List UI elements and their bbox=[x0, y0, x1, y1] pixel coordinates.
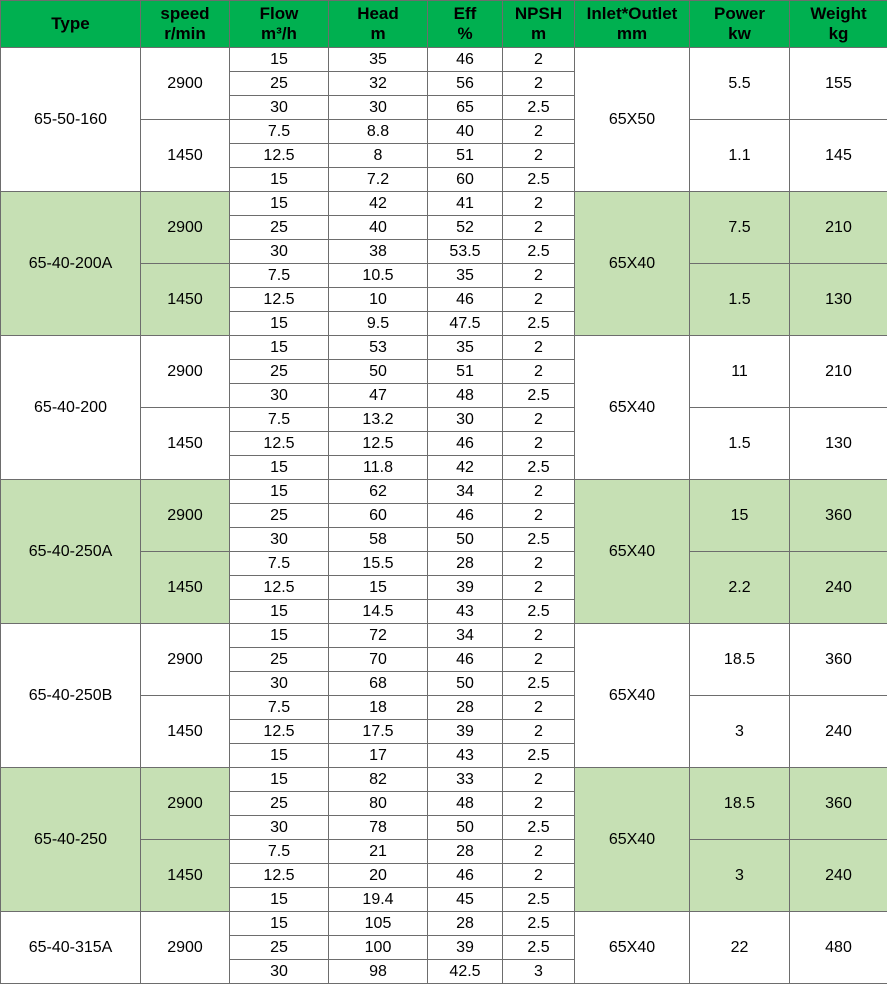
eff-cell: 46 bbox=[428, 648, 503, 672]
flow-cell: 30 bbox=[230, 528, 329, 552]
npsh-cell: 2 bbox=[503, 576, 575, 600]
header-row bbox=[1, 1, 887, 48]
weight-cell: 240 bbox=[790, 840, 887, 912]
npsh-cell: 2.5 bbox=[503, 456, 575, 480]
speed-cell: 1450 bbox=[141, 696, 230, 768]
weight-cell: 480 bbox=[790, 912, 887, 984]
model-type-cell: 65-40-250B bbox=[1, 624, 141, 768]
table-row bbox=[1, 912, 887, 936]
eff-cell: 60 bbox=[428, 168, 503, 192]
head-cell: 78 bbox=[329, 816, 428, 840]
weight-cell: 155 bbox=[790, 48, 887, 120]
speed-cell: 2900 bbox=[141, 624, 230, 696]
table-row bbox=[1, 624, 887, 648]
weight-cell: 240 bbox=[790, 552, 887, 624]
head-cell: 70 bbox=[329, 648, 428, 672]
table-row bbox=[1, 192, 887, 216]
weight-cell: 360 bbox=[790, 624, 887, 696]
power-cell: 2.2 bbox=[690, 552, 790, 624]
speed-cell: 1450 bbox=[141, 408, 230, 480]
speed-cell: 1450 bbox=[141, 840, 230, 912]
model-type-cell: 65-40-315A bbox=[1, 912, 141, 984]
weight-cell: 210 bbox=[790, 336, 887, 408]
flow-cell: 30 bbox=[230, 240, 329, 264]
eff-cell: 39 bbox=[428, 720, 503, 744]
header-weight: Weight kg bbox=[790, 1, 887, 48]
head-cell: 11.8 bbox=[329, 456, 428, 480]
head-cell: 17 bbox=[329, 744, 428, 768]
npsh-cell: 2 bbox=[503, 72, 575, 96]
inlet-outlet-cell: 65X40 bbox=[575, 768, 690, 912]
power-cell: 1.5 bbox=[690, 264, 790, 336]
power-cell: 1.5 bbox=[690, 408, 790, 480]
flow-cell: 25 bbox=[230, 72, 329, 96]
eff-cell: 40 bbox=[428, 120, 503, 144]
flow-cell: 15 bbox=[230, 912, 329, 936]
head-cell: 13.2 bbox=[329, 408, 428, 432]
flow-cell: 7.5 bbox=[230, 408, 329, 432]
flow-cell: 12.5 bbox=[230, 144, 329, 168]
flow-cell: 30 bbox=[230, 672, 329, 696]
npsh-cell: 2 bbox=[503, 840, 575, 864]
head-cell: 68 bbox=[329, 672, 428, 696]
npsh-cell: 2 bbox=[503, 432, 575, 456]
eff-cell: 34 bbox=[428, 624, 503, 648]
weight-cell: 240 bbox=[790, 696, 887, 768]
weight-cell: 130 bbox=[790, 264, 887, 336]
eff-cell: 51 bbox=[428, 360, 503, 384]
eff-cell: 48 bbox=[428, 792, 503, 816]
npsh-cell: 2 bbox=[503, 648, 575, 672]
model-type-cell: 65-40-200A bbox=[1, 192, 141, 336]
flow-cell: 25 bbox=[230, 216, 329, 240]
flow-cell: 15 bbox=[230, 336, 329, 360]
npsh-cell: 2 bbox=[503, 144, 575, 168]
flow-cell: 25 bbox=[230, 504, 329, 528]
head-cell: 72 bbox=[329, 624, 428, 648]
speed-cell: 1450 bbox=[141, 120, 230, 192]
head-cell: 60 bbox=[329, 504, 428, 528]
npsh-cell: 2.5 bbox=[503, 816, 575, 840]
npsh-cell: 2 bbox=[503, 504, 575, 528]
flow-cell: 12.5 bbox=[230, 576, 329, 600]
head-cell: 50 bbox=[329, 360, 428, 384]
flow-cell: 12.5 bbox=[230, 720, 329, 744]
eff-cell: 28 bbox=[428, 552, 503, 576]
npsh-cell: 2 bbox=[503, 720, 575, 744]
eff-cell: 50 bbox=[428, 672, 503, 696]
npsh-cell: 2.5 bbox=[503, 168, 575, 192]
weight-cell: 210 bbox=[790, 192, 887, 264]
head-cell: 62 bbox=[329, 480, 428, 504]
npsh-cell: 2 bbox=[503, 768, 575, 792]
npsh-cell: 3 bbox=[503, 960, 575, 984]
eff-cell: 43 bbox=[428, 744, 503, 768]
power-cell: 1.1 bbox=[690, 120, 790, 192]
head-cell: 10 bbox=[329, 288, 428, 312]
table-row bbox=[1, 480, 887, 504]
flow-cell: 7.5 bbox=[230, 840, 329, 864]
npsh-cell: 2 bbox=[503, 48, 575, 72]
power-cell: 3 bbox=[690, 840, 790, 912]
power-cell: 5.5 bbox=[690, 48, 790, 120]
eff-cell: 52 bbox=[428, 216, 503, 240]
header-eff: Eff % bbox=[428, 1, 503, 48]
head-cell: 9.5 bbox=[329, 312, 428, 336]
flow-cell: 25 bbox=[230, 648, 329, 672]
npsh-cell: 2.5 bbox=[503, 96, 575, 120]
eff-cell: 35 bbox=[428, 264, 503, 288]
head-cell: 14.5 bbox=[329, 600, 428, 624]
speed-cell: 2900 bbox=[141, 912, 230, 984]
inlet-outlet-cell: 65X40 bbox=[575, 912, 690, 984]
flow-cell: 15 bbox=[230, 192, 329, 216]
head-cell: 80 bbox=[329, 792, 428, 816]
table-row bbox=[1, 768, 887, 792]
flow-cell: 15 bbox=[230, 744, 329, 768]
npsh-cell: 2.5 bbox=[503, 888, 575, 912]
inlet-outlet-cell: 65X40 bbox=[575, 336, 690, 480]
speed-cell: 2900 bbox=[141, 48, 230, 120]
flow-cell: 15 bbox=[230, 624, 329, 648]
speed-cell: 1450 bbox=[141, 552, 230, 624]
eff-cell: 42.5 bbox=[428, 960, 503, 984]
inlet-outlet-cell: 65X50 bbox=[575, 48, 690, 192]
speed-cell: 2900 bbox=[141, 768, 230, 840]
header-power: Power kw bbox=[690, 1, 790, 48]
npsh-cell: 2 bbox=[503, 120, 575, 144]
eff-cell: 41 bbox=[428, 192, 503, 216]
npsh-cell: 2 bbox=[503, 408, 575, 432]
head-cell: 100 bbox=[329, 936, 428, 960]
eff-cell: 35 bbox=[428, 336, 503, 360]
inlet-outlet-cell: 65X40 bbox=[575, 480, 690, 624]
npsh-cell: 2 bbox=[503, 696, 575, 720]
weight-cell: 145 bbox=[790, 120, 887, 192]
flow-cell: 15 bbox=[230, 168, 329, 192]
head-cell: 18 bbox=[329, 696, 428, 720]
eff-cell: 51 bbox=[428, 144, 503, 168]
npsh-cell: 2 bbox=[503, 552, 575, 576]
eff-cell: 47.5 bbox=[428, 312, 503, 336]
power-cell: 18.5 bbox=[690, 624, 790, 696]
npsh-cell: 2 bbox=[503, 864, 575, 888]
head-cell: 21 bbox=[329, 840, 428, 864]
power-cell: 15 bbox=[690, 480, 790, 552]
inlet-outlet-cell: 65X40 bbox=[575, 192, 690, 336]
speed-cell: 1450 bbox=[141, 264, 230, 336]
eff-cell: 39 bbox=[428, 936, 503, 960]
power-cell: 7.5 bbox=[690, 192, 790, 264]
weight-cell: 360 bbox=[790, 480, 887, 552]
flow-cell: 25 bbox=[230, 936, 329, 960]
table-row bbox=[1, 336, 887, 360]
table-row bbox=[1, 48, 887, 72]
head-cell: 32 bbox=[329, 72, 428, 96]
eff-cell: 46 bbox=[428, 864, 503, 888]
eff-cell: 39 bbox=[428, 576, 503, 600]
speed-cell: 2900 bbox=[141, 192, 230, 264]
eff-cell: 53.5 bbox=[428, 240, 503, 264]
head-cell: 58 bbox=[329, 528, 428, 552]
npsh-cell: 2.5 bbox=[503, 312, 575, 336]
eff-cell: 46 bbox=[428, 432, 503, 456]
speed-cell: 2900 bbox=[141, 480, 230, 552]
head-cell: 40 bbox=[329, 216, 428, 240]
flow-cell: 30 bbox=[230, 960, 329, 984]
speed-cell: 2900 bbox=[141, 336, 230, 408]
head-cell: 12.5 bbox=[329, 432, 428, 456]
npsh-cell: 2.5 bbox=[503, 528, 575, 552]
eff-cell: 56 bbox=[428, 72, 503, 96]
eff-cell: 65 bbox=[428, 96, 503, 120]
npsh-cell: 2.5 bbox=[503, 240, 575, 264]
power-cell: 18.5 bbox=[690, 768, 790, 840]
header-speed: speed r/min bbox=[141, 1, 230, 48]
weight-cell: 360 bbox=[790, 768, 887, 840]
eff-cell: 42 bbox=[428, 456, 503, 480]
head-cell: 47 bbox=[329, 384, 428, 408]
eff-cell: 28 bbox=[428, 696, 503, 720]
flow-cell: 7.5 bbox=[230, 264, 329, 288]
flow-cell: 15 bbox=[230, 768, 329, 792]
flow-cell: 7.5 bbox=[230, 552, 329, 576]
flow-cell: 12.5 bbox=[230, 432, 329, 456]
flow-cell: 15 bbox=[230, 888, 329, 912]
flow-cell: 30 bbox=[230, 816, 329, 840]
flow-cell: 30 bbox=[230, 384, 329, 408]
npsh-cell: 2 bbox=[503, 792, 575, 816]
eff-cell: 30 bbox=[428, 408, 503, 432]
head-cell: 7.2 bbox=[329, 168, 428, 192]
head-cell: 8.8 bbox=[329, 120, 428, 144]
npsh-cell: 2 bbox=[503, 192, 575, 216]
eff-cell: 33 bbox=[428, 768, 503, 792]
head-cell: 15 bbox=[329, 576, 428, 600]
power-cell: 3 bbox=[690, 696, 790, 768]
power-cell: 11 bbox=[690, 336, 790, 408]
model-type-cell: 65-50-160 bbox=[1, 48, 141, 192]
head-cell: 30 bbox=[329, 96, 428, 120]
eff-cell: 46 bbox=[428, 504, 503, 528]
flow-cell: 15 bbox=[230, 600, 329, 624]
head-cell: 17.5 bbox=[329, 720, 428, 744]
eff-cell: 34 bbox=[428, 480, 503, 504]
npsh-cell: 2.5 bbox=[503, 744, 575, 768]
eff-cell: 43 bbox=[428, 600, 503, 624]
npsh-cell: 2.5 bbox=[503, 672, 575, 696]
power-cell: 22 bbox=[690, 912, 790, 984]
header-npsh: NPSH m bbox=[503, 1, 575, 48]
npsh-cell: 2 bbox=[503, 624, 575, 648]
flow-cell: 25 bbox=[230, 792, 329, 816]
flow-cell: 15 bbox=[230, 48, 329, 72]
eff-cell: 50 bbox=[428, 528, 503, 552]
head-cell: 10.5 bbox=[329, 264, 428, 288]
eff-cell: 50 bbox=[428, 816, 503, 840]
npsh-cell: 2 bbox=[503, 480, 575, 504]
flow-cell: 12.5 bbox=[230, 288, 329, 312]
eff-cell: 28 bbox=[428, 840, 503, 864]
head-cell: 53 bbox=[329, 336, 428, 360]
head-cell: 42 bbox=[329, 192, 428, 216]
model-type-cell: 65-40-250A bbox=[1, 480, 141, 624]
eff-cell: 45 bbox=[428, 888, 503, 912]
header-head: Head m bbox=[329, 1, 428, 48]
model-type-cell: 65-40-250 bbox=[1, 768, 141, 912]
inlet-outlet-cell: 65X40 bbox=[575, 624, 690, 768]
flow-cell: 30 bbox=[230, 96, 329, 120]
head-cell: 15.5 bbox=[329, 552, 428, 576]
header-inlet-outlet: Inlet*Outlet mm bbox=[575, 1, 690, 48]
head-cell: 82 bbox=[329, 768, 428, 792]
head-cell: 38 bbox=[329, 240, 428, 264]
eff-cell: 46 bbox=[428, 288, 503, 312]
eff-cell: 48 bbox=[428, 384, 503, 408]
npsh-cell: 2.5 bbox=[503, 600, 575, 624]
header-flow: Flow m³/h bbox=[230, 1, 329, 48]
head-cell: 105 bbox=[329, 912, 428, 936]
header-type: Type bbox=[1, 1, 141, 48]
npsh-cell: 2 bbox=[503, 360, 575, 384]
table-body bbox=[1, 48, 887, 984]
head-cell: 20 bbox=[329, 864, 428, 888]
npsh-cell: 2.5 bbox=[503, 936, 575, 960]
flow-cell: 15 bbox=[230, 480, 329, 504]
flow-cell: 25 bbox=[230, 360, 329, 384]
npsh-cell: 2 bbox=[503, 264, 575, 288]
npsh-cell: 2 bbox=[503, 336, 575, 360]
model-type-cell: 65-40-200 bbox=[1, 336, 141, 480]
npsh-cell: 2.5 bbox=[503, 384, 575, 408]
flow-cell: 15 bbox=[230, 312, 329, 336]
flow-cell: 15 bbox=[230, 456, 329, 480]
flow-cell: 7.5 bbox=[230, 120, 329, 144]
flow-cell: 12.5 bbox=[230, 864, 329, 888]
npsh-cell: 2 bbox=[503, 288, 575, 312]
head-cell: 8 bbox=[329, 144, 428, 168]
head-cell: 98 bbox=[329, 960, 428, 984]
npsh-cell: 2.5 bbox=[503, 912, 575, 936]
eff-cell: 28 bbox=[428, 912, 503, 936]
flow-cell: 7.5 bbox=[230, 696, 329, 720]
eff-cell: 46 bbox=[428, 48, 503, 72]
head-cell: 35 bbox=[329, 48, 428, 72]
npsh-cell: 2 bbox=[503, 216, 575, 240]
head-cell: 19.4 bbox=[329, 888, 428, 912]
weight-cell: 130 bbox=[790, 408, 887, 480]
